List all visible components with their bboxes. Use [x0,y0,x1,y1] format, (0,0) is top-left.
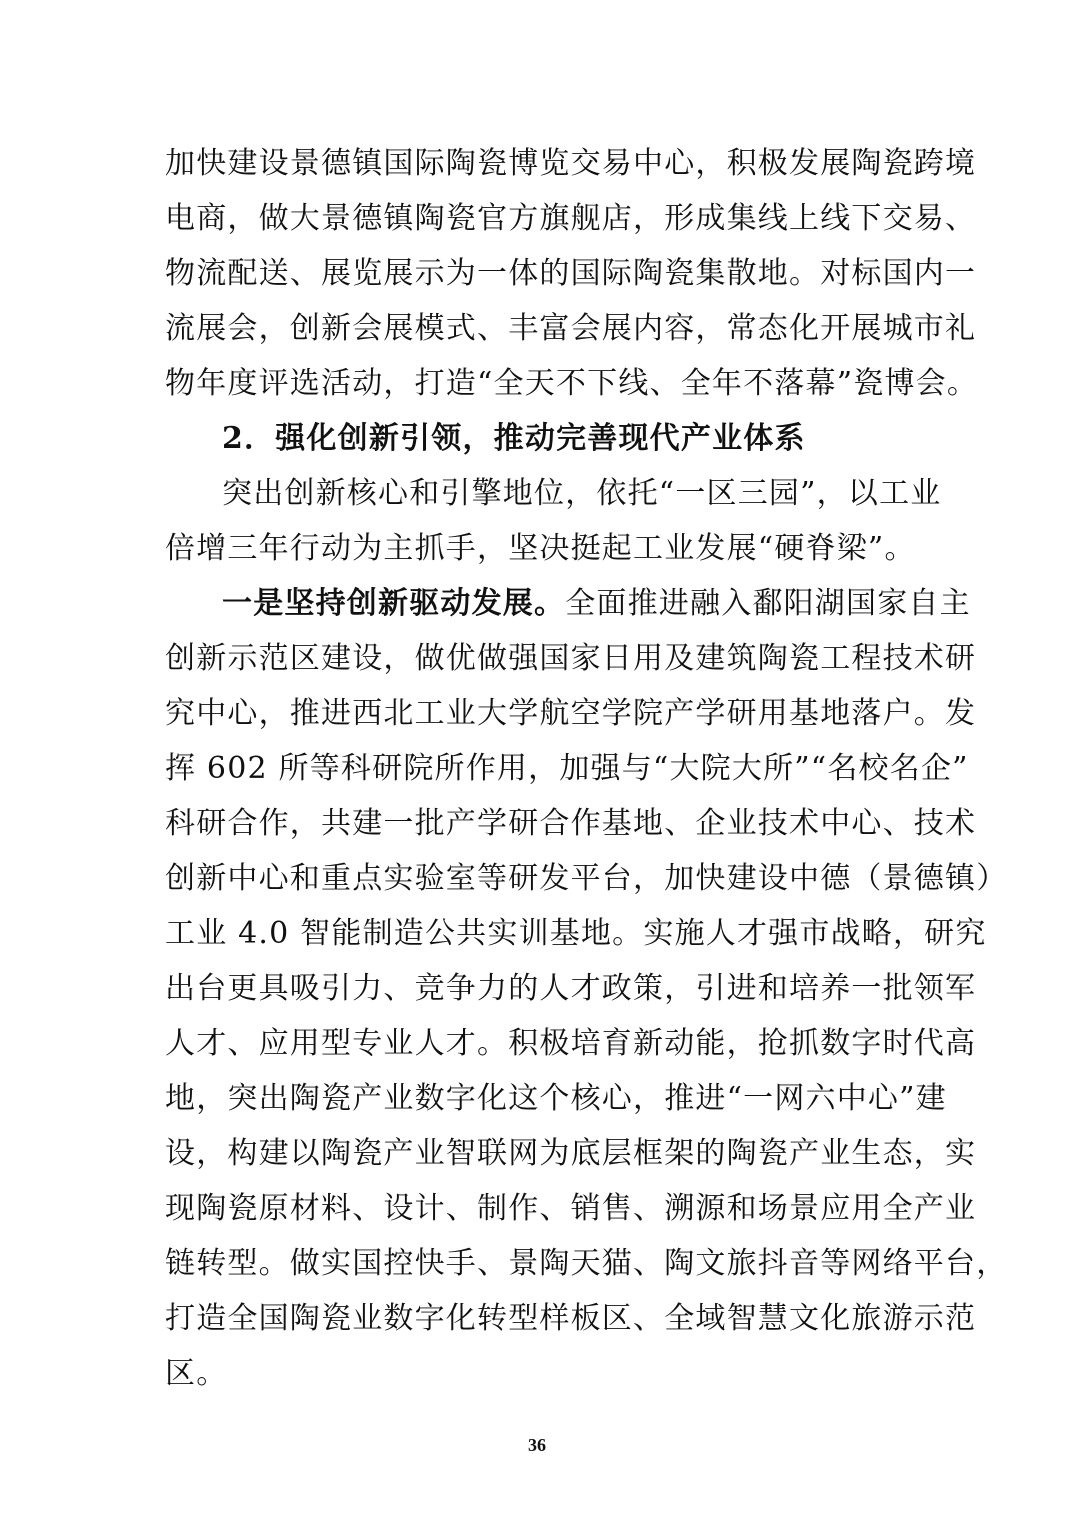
paragraph-line: 创新中心和重点实验室等研发平台，加快建设中德（景德镇） [165,861,1008,896]
paragraph-line: 链转型。做实国控快手、景陶天猫、陶文旅抖音等网络平台， [165,1246,1008,1281]
paragraph-line: 现陶瓷原材料、设计、制作、销售、溯源和场景应用全产业 [165,1191,977,1226]
paragraph-line: 究中心，推进西北工业大学航空学院产学研用基地落户。发 [165,696,977,731]
paragraph-line: 挥 602 所等科研院所作用，加强与“大院大所”“名校名企” [165,751,969,786]
paragraph-line: 突出创新核心和引擎地位，依托“一区三园”，以工业 [222,476,942,511]
paragraph-line: 流展会，创新会展模式、丰富会展内容，常态化开展城市礼 [165,311,977,346]
paragraph-line: 工业 4.0 智能制造公共实训基地。实施人才强市战略，研究 [165,916,987,951]
paragraph-line: 出台更具吸引力、竞争力的人才政策，引进和培养一批领军 [165,971,977,1006]
lead-emphasis: 一是坚持创新驱动发展。 [222,586,566,621]
paragraph-line: 人才、应用型专业人才。积极培育新动能，抢抓数字时代高 [165,1026,977,1061]
paragraph-line: 物流配送、展览展示为一体的国际陶瓷集散地。对标国内一 [165,256,977,291]
paragraph-line: 科研合作，共建一批产学研合作基地、企业技术中心、技术 [165,806,977,841]
paragraph-line: 加快建设景德镇国际陶瓷博览交易中心，积极发展陶瓷跨境 [165,146,977,181]
paragraph-line: 区。 [165,1356,228,1391]
page-number: 36 [528,1435,546,1455]
paragraph-line: 打造全国陶瓷业数字化转型样板区、全域智慧文化旅游示范 [165,1301,977,1336]
paragraph-line: 倍增三年行动为主抓手，坚决挺起工业发展“硬脊梁”。 [165,531,916,566]
paragraph-line: 电商，做大景德镇陶瓷官方旗舰店，形成集线上线下交易、 [165,201,977,236]
lead-text: 全面推进融入鄱阳湖国家自主 [565,586,971,621]
paragraph-lead-line [222,584,971,624]
paragraph-line: 创新示范区建设，做优做强国家日用及建筑陶瓷工程技术研 [165,641,977,676]
paragraph-line: 地，突出陶瓷产业数字化这个核心，推进“一网六中心”建 [165,1081,947,1116]
paragraph-line: 设，构建以陶瓷产业智联网为底层框架的陶瓷产业生态，实 [165,1136,977,1171]
paragraph-line: 物年度评选活动，打造“全天不下线、全年不落幕”瓷博会。 [165,366,979,401]
section-heading: 2．强化创新引领，推动完善现代产业体系 [222,421,806,456]
